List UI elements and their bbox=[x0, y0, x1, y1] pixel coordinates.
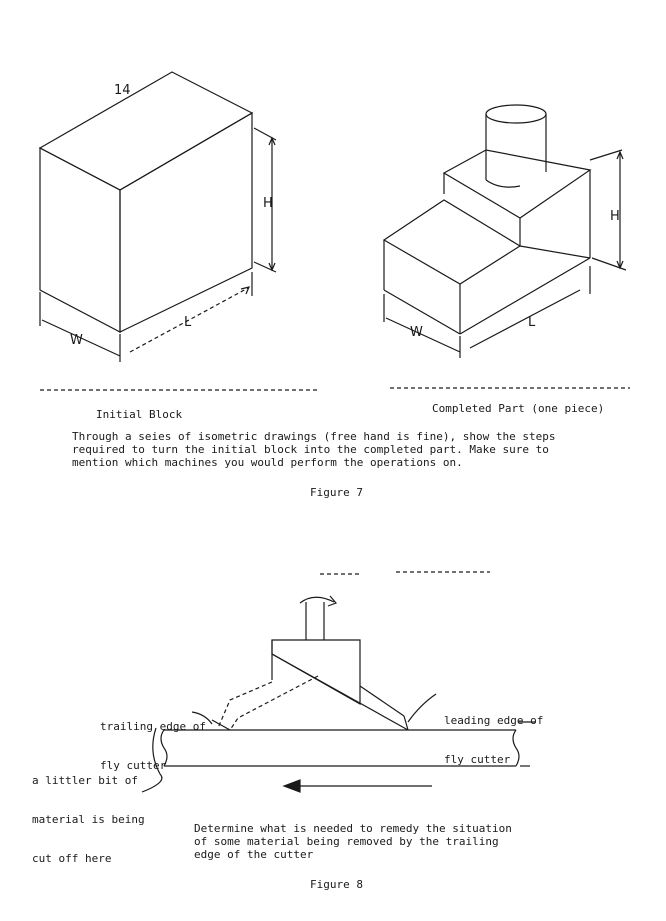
initial-block-caption: Initial Block bbox=[96, 408, 183, 421]
trailing-edge-label-line: trailing edge of bbox=[100, 720, 206, 733]
instruction-line: required to turn the initial block into the completed part. Make sure to bbox=[72, 443, 549, 456]
question-line: Determine what is needed to remedy the situation bbox=[194, 822, 512, 835]
cutter-head bbox=[272, 640, 360, 704]
cut-note-line: material is being bbox=[32, 813, 145, 826]
block-length-label: L bbox=[184, 315, 192, 330]
instruction-line: mention which machines you would perform the operations on. bbox=[72, 456, 463, 469]
instruction-line: Through a seies of isometric drawings (free hand is fine), show the steps bbox=[72, 430, 556, 443]
rotation-arrow bbox=[300, 597, 334, 603]
part-length-label: L bbox=[528, 315, 536, 330]
cut-note-line: a littler bit of bbox=[32, 774, 138, 787]
leading-edge-label bbox=[444, 688, 543, 779]
feed-arrow-head bbox=[284, 780, 300, 792]
block-height-label: H bbox=[263, 196, 273, 211]
figure7-label: Figure 7 bbox=[310, 486, 363, 499]
block-top-label: 14 bbox=[114, 83, 131, 98]
figure8-label: Figure 8 bbox=[310, 878, 363, 891]
cut-note bbox=[32, 748, 145, 878]
leading-edge-label-line: leading edge of bbox=[444, 714, 544, 727]
block-width-label: W bbox=[70, 333, 83, 348]
trailing-edge-label-line: fly cutter bbox=[100, 759, 167, 772]
figure8-question bbox=[194, 822, 512, 861]
part-width-label: W bbox=[410, 325, 423, 340]
leading-edge-label-line: fly cutter bbox=[444, 753, 511, 766]
part-height-label: H bbox=[610, 209, 620, 224]
question-line: edge of the cutter bbox=[194, 848, 314, 861]
completed-part-caption: Completed Part (one piece) bbox=[432, 402, 605, 415]
question-line: of some material being removed by the trailing bbox=[194, 835, 499, 848]
trailing-edge-outline bbox=[218, 682, 272, 728]
cut-note-line: cut off here bbox=[32, 852, 112, 865]
